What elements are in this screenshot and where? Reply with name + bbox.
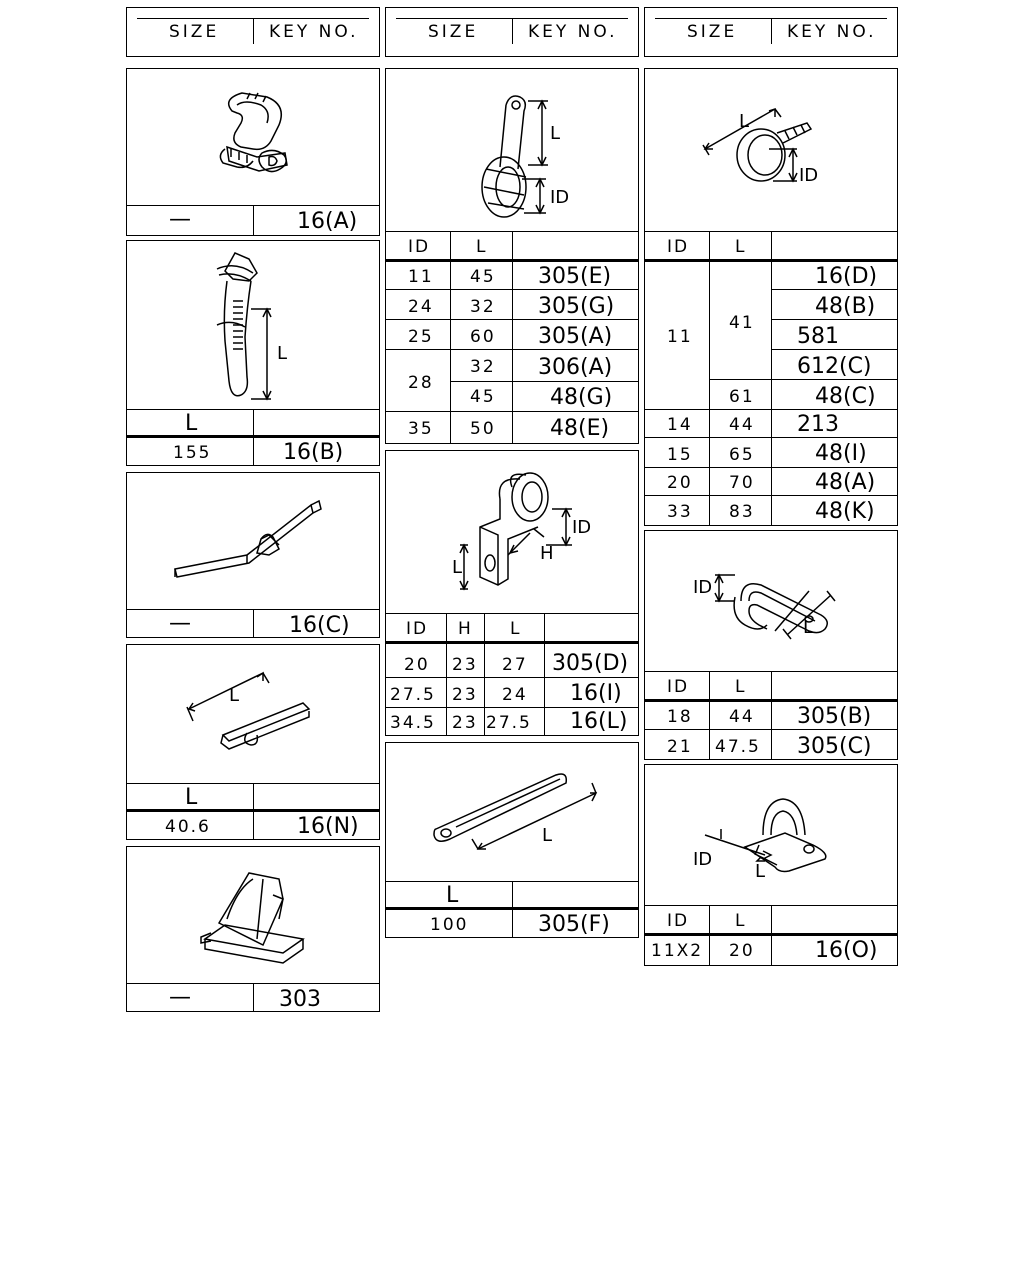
id-value: 35 (408, 419, 434, 439)
id-value: 11 (408, 267, 434, 287)
svg-text:ID: ID (550, 187, 570, 208)
ring-clamp-illustration (645, 69, 897, 231)
key-number: 16(A) (297, 209, 358, 234)
p-clip-panel (644, 530, 898, 760)
key-number: 48(A) (815, 470, 876, 495)
key-number: 305(A) (538, 324, 613, 349)
key-no-header: KEY NO. (787, 22, 877, 42)
svg-text:L: L (277, 343, 288, 364)
id-value: 25 (408, 327, 434, 347)
l-value: 20 (729, 941, 755, 961)
id-value: 27.5 (390, 685, 436, 705)
key-number: 48(K) (815, 499, 875, 524)
l-value: 32 (470, 297, 496, 317)
key-number: 305(G) (538, 294, 615, 319)
l-value: 40.6 (165, 817, 211, 837)
l-value: 47.5 (715, 737, 761, 757)
id-value: 24 (408, 297, 434, 317)
key-number: 305(B) (797, 704, 872, 729)
id-value: 14 (667, 415, 693, 435)
part-16a-panel (126, 68, 380, 236)
l-column-header: L (510, 619, 522, 639)
id-column-header: ID (408, 237, 431, 257)
l-value: 65 (729, 445, 755, 465)
id-value: 34.5 (390, 713, 436, 733)
svg-text:L: L (755, 861, 766, 882)
strap-illustration (386, 743, 638, 881)
l-value: 61 (729, 387, 755, 407)
svg-text:L: L (229, 685, 240, 706)
id-value: 20 (404, 655, 430, 675)
holder-illustration (127, 847, 379, 983)
l-value: 27.5 (486, 713, 532, 733)
key-number: 16(C) (289, 613, 350, 638)
key-number: 305(D) (552, 651, 629, 676)
l-value: 45 (470, 267, 496, 287)
header-col3 (644, 7, 898, 57)
id-column-header: ID (667, 237, 690, 257)
l-column-header: L (185, 411, 198, 436)
ring-clamp-panel (644, 68, 898, 526)
saddle-clamp-illustration (645, 765, 897, 905)
svg-text:L: L (452, 557, 463, 578)
key-no-header: KEY NO. (528, 22, 618, 42)
l-column-header: L (185, 785, 198, 810)
l-value: 100 (430, 915, 469, 935)
key-number: 48(G) (550, 385, 613, 410)
id-value: 20 (667, 473, 693, 493)
id-value: 11X2 (651, 941, 704, 961)
size-dash: — (169, 985, 191, 1010)
part-16b-panel (126, 240, 380, 466)
h-value: 23 (452, 685, 478, 705)
h-column-header: H (458, 619, 473, 639)
key-number: 213 (797, 412, 839, 437)
l-column-header: L (446, 883, 459, 908)
part-305f-panel (385, 742, 639, 938)
size-header: SIZE (428, 22, 479, 42)
svg-text:ID: ID (572, 517, 592, 538)
header-col1 (126, 7, 380, 57)
l-column-header: L (476, 237, 488, 257)
id-value: 28 (408, 373, 434, 393)
l-value: 70 (729, 473, 755, 493)
l-value: 32 (470, 357, 496, 377)
key-number: 305(F) (538, 912, 610, 937)
size-dash: — (169, 611, 191, 636)
size-header: SIZE (169, 22, 220, 42)
part-16o-panel (644, 764, 898, 966)
l-column-header: L (735, 911, 747, 931)
part-16c-panel (126, 472, 380, 638)
l-value: 60 (470, 327, 496, 347)
p-clip-illustration (645, 531, 897, 671)
key-number: 48(E) (550, 416, 610, 441)
tab-clamp-illustration (386, 69, 638, 231)
id-value: 18 (667, 707, 693, 727)
key-number: 48(I) (815, 441, 867, 466)
key-number: 612(C) (797, 354, 872, 379)
key-no-header: KEY NO. (269, 22, 359, 42)
flat-clip-illustration (127, 645, 379, 783)
svg-text:ID: ID (693, 849, 713, 870)
id-value: 21 (667, 737, 693, 757)
key-number: 305(C) (797, 734, 872, 759)
svg-text:ID: ID (693, 577, 713, 598)
h-value: 23 (452, 655, 478, 675)
key-number: 48(B) (815, 294, 876, 319)
svg-text:L: L (542, 825, 553, 846)
key-number: 16(D) (815, 264, 878, 289)
l-column-header: L (735, 677, 747, 697)
key-number: 303 (279, 987, 321, 1012)
key-number: 16(N) (297, 814, 359, 839)
part-303-panel (126, 846, 380, 1012)
id-value: 15 (667, 445, 693, 465)
key-number: 16(L) (570, 709, 628, 734)
l-value: 44 (729, 707, 755, 727)
bracket-clamp-panel (385, 450, 639, 736)
key-number: 16(B) (283, 440, 344, 465)
id-value: 33 (667, 502, 693, 522)
id-column-header: ID (667, 911, 690, 931)
l-value: 27 (502, 655, 528, 675)
key-number: 16(O) (815, 938, 878, 963)
part-16n-panel (126, 644, 380, 840)
key-number: 581 (797, 324, 839, 349)
l-value: 24 (502, 685, 528, 705)
key-number: 305(E) (538, 264, 612, 289)
svg-text:L: L (803, 617, 814, 638)
l-value: 41 (729, 313, 755, 333)
svg-text:L: L (550, 123, 561, 144)
h-value: 23 (452, 713, 478, 733)
key-number: 48(C) (815, 384, 876, 409)
id-column-header: ID (667, 677, 690, 697)
svg-text:L: L (739, 111, 750, 132)
l-value: 44 (729, 415, 755, 435)
svg-text:H: H (540, 543, 554, 564)
size-header: SIZE (687, 22, 738, 42)
l-value: 50 (470, 419, 496, 439)
svg-text:ID: ID (799, 165, 819, 186)
header-col2 (385, 7, 639, 57)
cable-clip-illustration (127, 69, 379, 205)
size-dash: — (169, 207, 191, 232)
id-value: 11 (667, 327, 693, 347)
push-clip-illustration (127, 241, 379, 409)
clamp-305-panel (385, 68, 639, 444)
key-number: 306(A) (538, 355, 613, 380)
id-column-header: ID (406, 619, 429, 639)
l-value: 45 (470, 387, 496, 407)
band-clip-illustration (127, 473, 379, 609)
l-column-header: L (735, 237, 747, 257)
l-value: 155 (173, 443, 212, 463)
key-number: 16(I) (570, 681, 622, 706)
l-value: 83 (729, 502, 755, 522)
bracket-clamp-illustration (386, 451, 638, 613)
